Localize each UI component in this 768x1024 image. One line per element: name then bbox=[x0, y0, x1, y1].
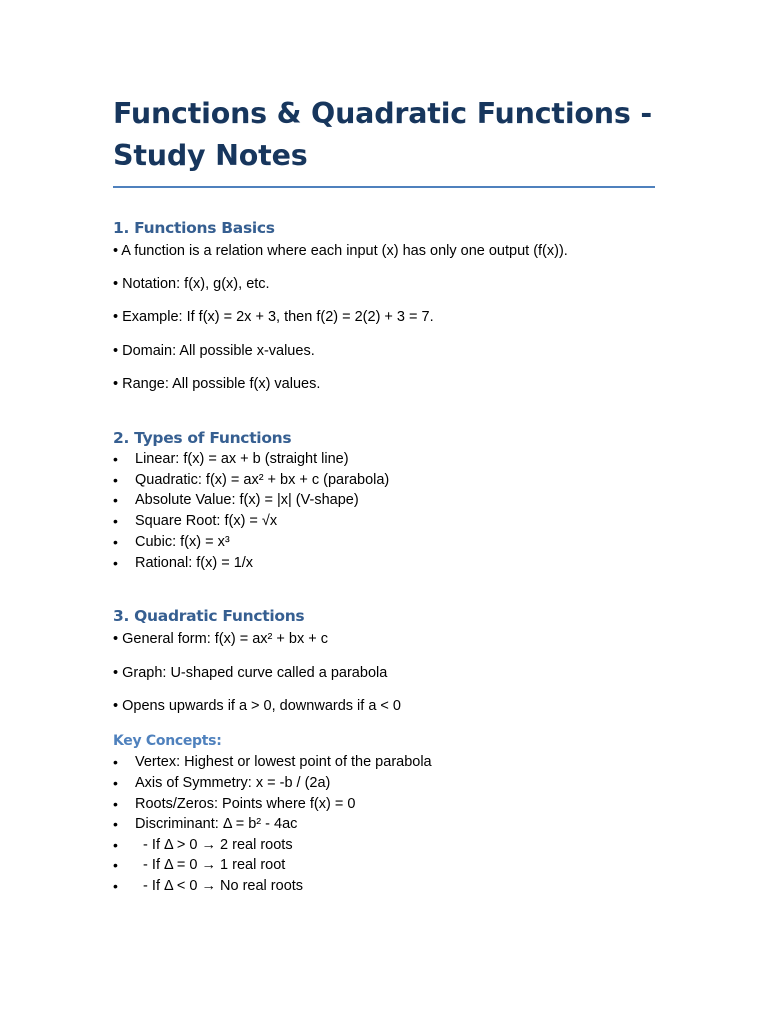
paragraph: • Range: All possible f(x) values. bbox=[113, 376, 321, 392]
list-item: • Square Root: f(x) = √x bbox=[113, 511, 655, 532]
bullet-icon: • bbox=[113, 877, 118, 894]
list-item: • Rational: f(x) = 1/x bbox=[113, 553, 655, 574]
section-heading-functions-basics: 1. Functions Basics bbox=[113, 219, 275, 237]
list-item: • Absolute Value: f(x) = |x| (V-shape) bbox=[113, 490, 655, 511]
bullet-icon: • bbox=[113, 513, 118, 530]
list-item: • Roots/Zeros: Points where f(x) = 0 bbox=[113, 794, 655, 815]
list-item: • Discriminant: Δ = b² - 4ac bbox=[113, 814, 655, 835]
paragraph: • Opens upwards if a > 0, downwards if a < 0 bbox=[113, 698, 401, 715]
list-item: • - If Δ < 0 → No real roots bbox=[113, 876, 655, 896]
list-item: • - If Δ > 0 → 2 real roots bbox=[113, 835, 655, 855]
bullet-icon: • bbox=[113, 857, 118, 874]
types-list bbox=[113, 449, 655, 573]
paragraph: • A function is a relation where each input (x) has only one output (f(x)). bbox=[113, 243, 568, 259]
list-item: • Quadratic: f(x) = ax² + bx + c (parabola) bbox=[113, 470, 655, 491]
document-title bbox=[113, 93, 655, 188]
title-line-2: Study Notes bbox=[113, 139, 308, 172]
bullet-icon: • bbox=[113, 774, 118, 791]
list-item: • Axis of Symmetry: x = -b / (2a) bbox=[113, 773, 655, 794]
bullet-icon: • bbox=[113, 533, 118, 550]
title-line-1: Functions & Quadratic Functions - bbox=[113, 97, 652, 130]
paragraph: • General form: f(x) = ax² + bx + c bbox=[113, 631, 328, 648]
bullet-icon: • bbox=[113, 816, 118, 833]
document-body bbox=[113, 93, 655, 896]
list-item: • - If Δ = 0 → 1 real root bbox=[113, 855, 655, 875]
list-item: • Linear: f(x) = ax + b (straight line) bbox=[113, 449, 655, 470]
paragraph: • Notation: f(x), g(x), etc. bbox=[113, 276, 270, 292]
subheading-key-concepts: Key Concepts: bbox=[113, 733, 222, 750]
bullet-icon: • bbox=[113, 754, 118, 771]
bullet-icon: • bbox=[113, 492, 118, 509]
key-concepts-list bbox=[113, 752, 655, 896]
bullet-icon: • bbox=[113, 451, 118, 467]
bullet-icon: • bbox=[113, 471, 118, 488]
bullet-icon: • bbox=[113, 795, 118, 812]
bullet-icon: • bbox=[113, 837, 118, 854]
section-heading-types-of-functions: 2. Types of Functions bbox=[113, 429, 292, 447]
list-item: • Vertex: Highest or lowest point of the parabola bbox=[113, 752, 655, 773]
section-heading-quadratic-functions: 3. Quadratic Functions bbox=[113, 607, 305, 626]
bullet-icon: • bbox=[113, 554, 118, 571]
list-item: • Cubic: f(x) = x³ bbox=[113, 532, 655, 553]
paragraph: • Domain: All possible x-values. bbox=[113, 343, 315, 359]
paragraph: • Graph: U-shaped curve called a parabola bbox=[113, 665, 388, 682]
paragraph: • Example: If f(x) = 2x + 3, then f(2) = 2(2) + 3 = 7. bbox=[113, 309, 434, 325]
